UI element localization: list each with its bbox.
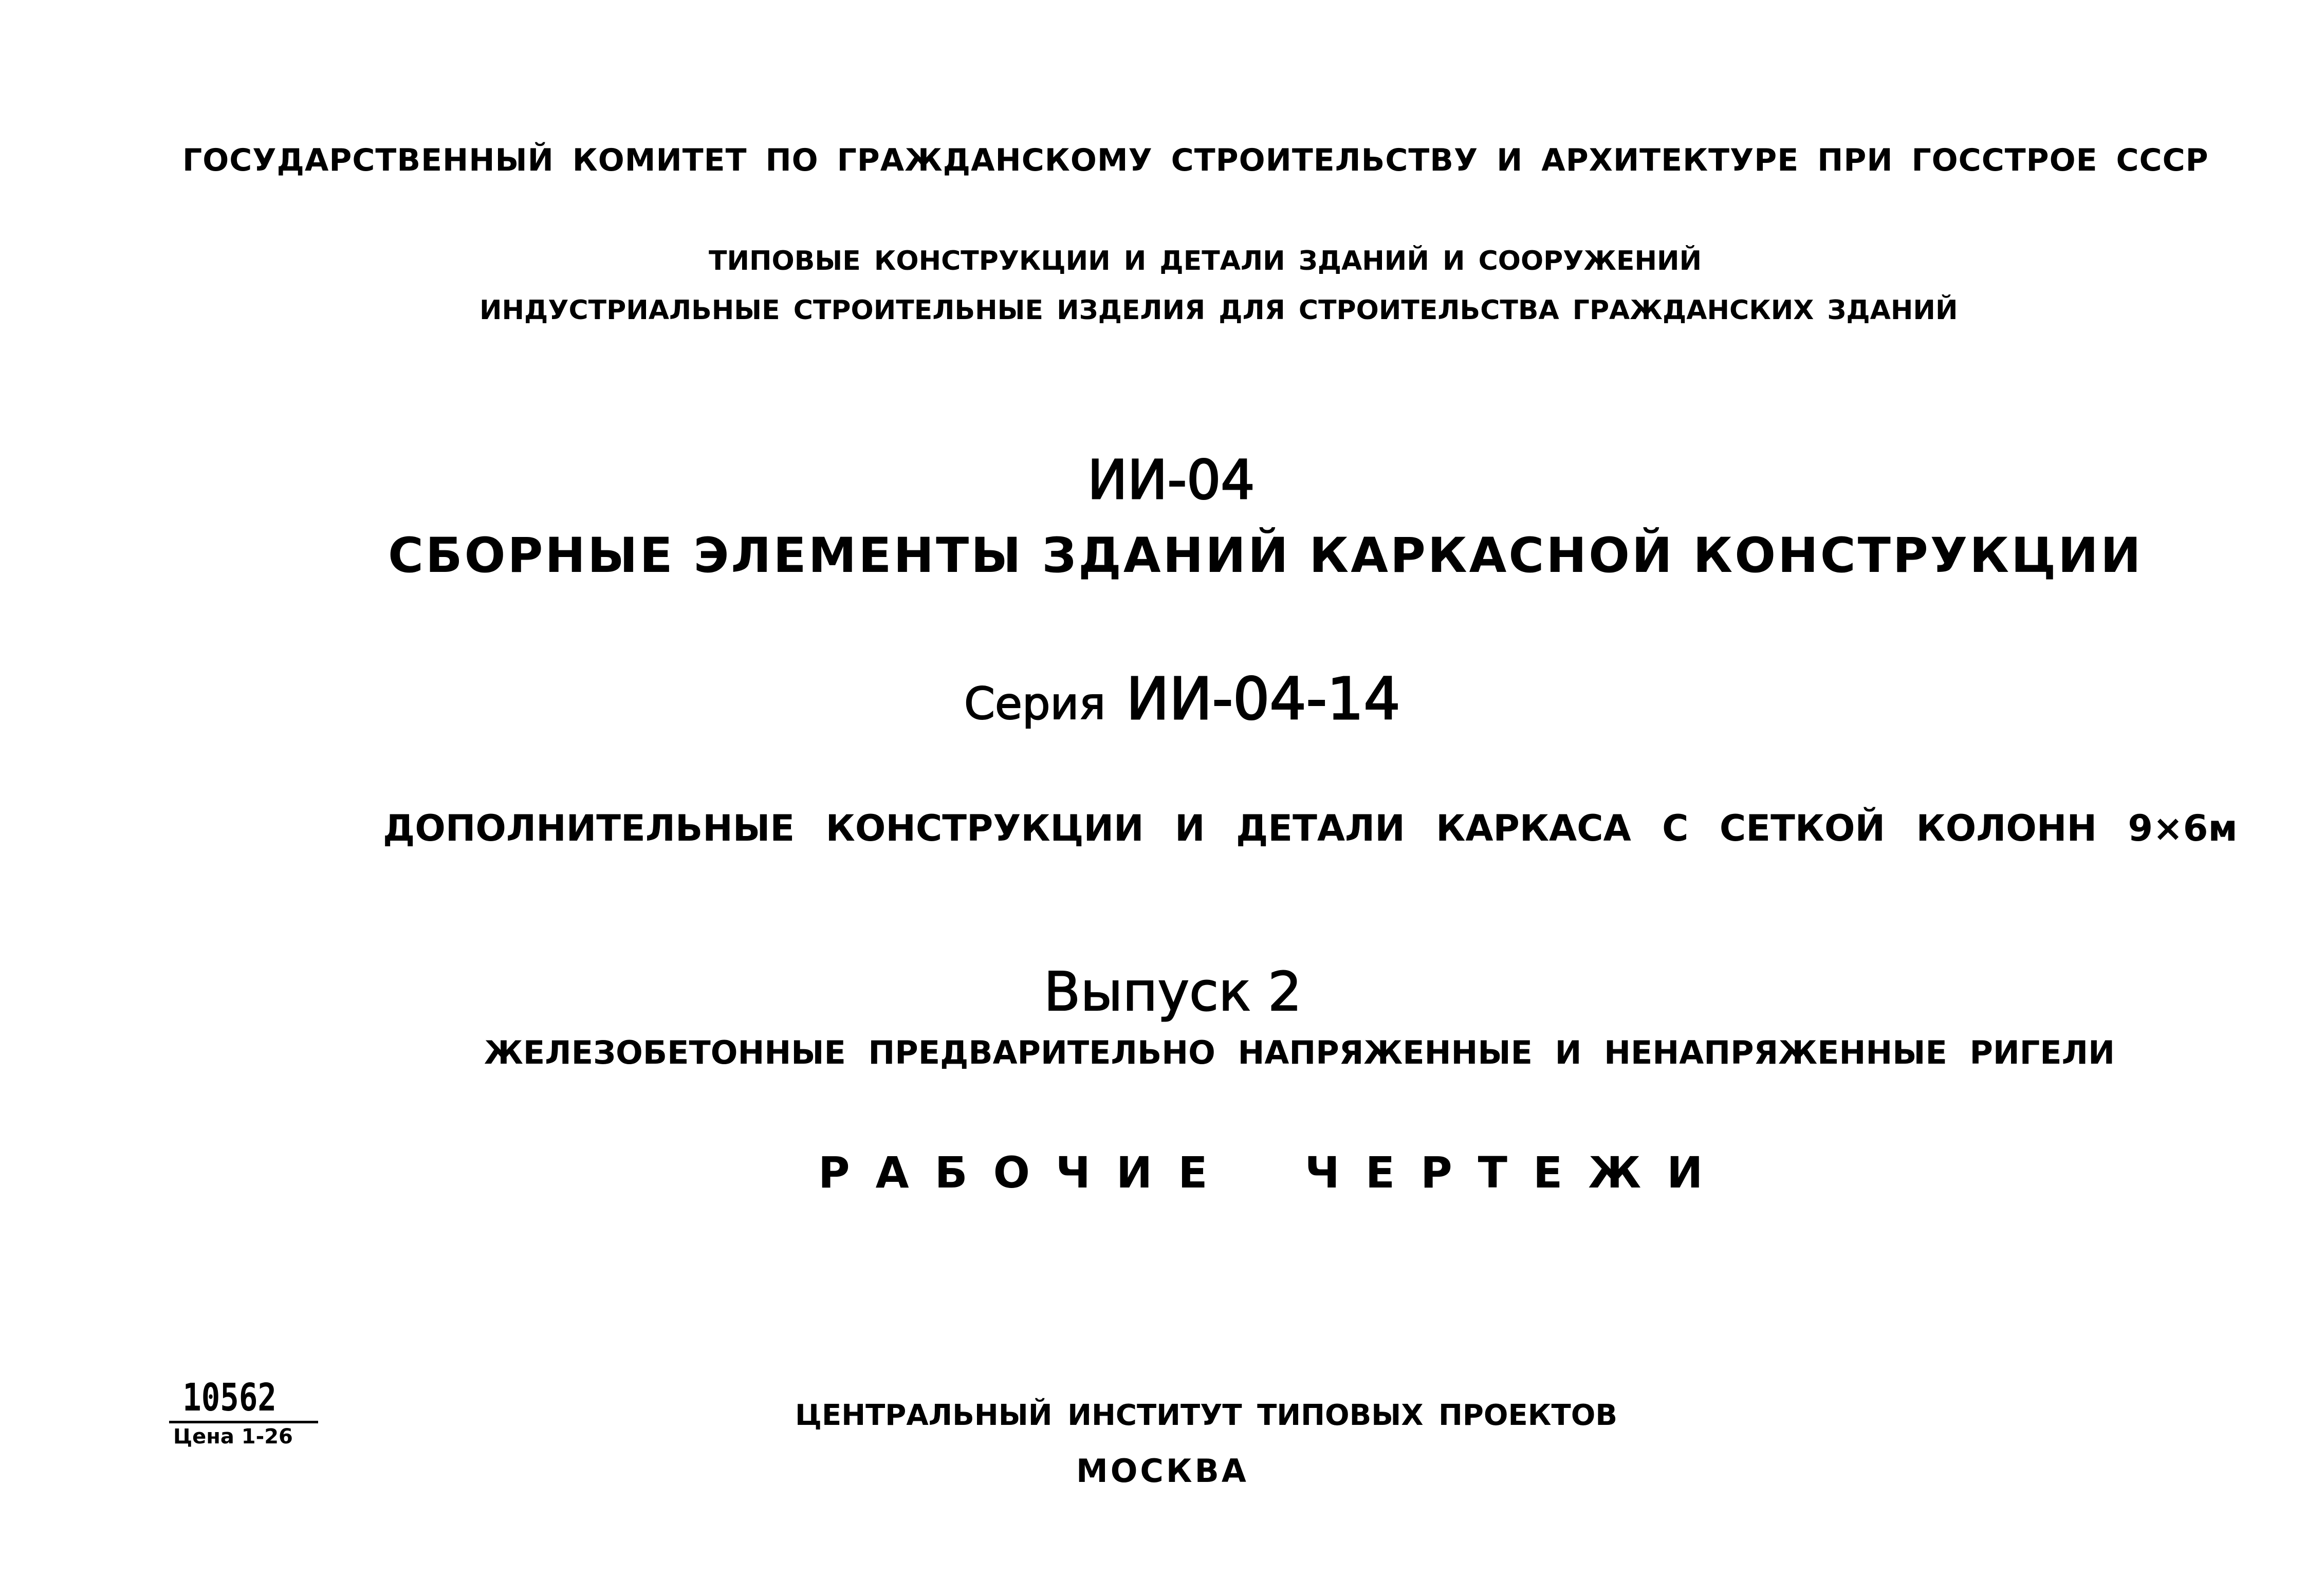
inventory-stamp: [169, 1376, 323, 1449]
document-code: ИИ-04: [1087, 449, 1255, 511]
main-title: СБОРНЫЕ ЭЛЕМЕНТЫ ЗДАНИЙ КАРКАСНОЙ КОНСТРУКЦИИ: [388, 528, 2143, 584]
additional-constructions-title: ДОПОЛНИТЕЛЬНЫЕ КОНСТРУКЦИИ И ДЕТАЛИ КАРКАСА С СЕТКОЙ КОЛОНН 9×6м: [383, 807, 2238, 849]
typical-constructions-line: ТИПОВЫЕ КОНСТРУКЦИИ И ДЕТАЛИ ЗДАНИЙ И СООРУЖЕНИЙ: [709, 246, 1702, 276]
price-label: Цена 1-26: [173, 1425, 293, 1449]
inventory-divider: [169, 1421, 318, 1423]
issue-description: ЖЕЛЕЗОБЕТОННЫЕ ПРЕДВАРИТЕЛЬНО НАПРЯЖЕННЫЕ И НЕНАПРЯЖЕННЫЕ РИГЕЛИ: [484, 1034, 2115, 1071]
series-label: Серия: [964, 678, 1106, 730]
series-number: ИИ-04-14: [1126, 666, 1400, 733]
city-name: МОСКВА: [1076, 1452, 1249, 1490]
institute-name: ЦЕНТРАЛЬНЫЙ ИНСТИТУТ ТИПОВЫХ ПРОЕКТОВ: [795, 1399, 1618, 1432]
series-line: [964, 666, 1437, 733]
committee-heading: ГОСУДАРСТВЕННЫЙ КОМИТЕТ ПО ГРАЖДАНСКОМУ СТРОИТЕЛЬСТВУ И АРХИТЕКТУРЕ ПРИ ГОССТРОЕ СССР: [182, 142, 2209, 178]
inventory-number: 10562: [182, 1376, 276, 1420]
industrial-products-line: ИНДУСТРИАЛЬНЫЕ СТРОИТЕЛЬНЫЕ ИЗДЕЛИЯ ДЛЯ СТРОИТЕЛЬСТВА ГРАЖДАНСКИХ ЗДАНИЙ: [479, 295, 1958, 326]
working-drawings-label: РАБОЧИЕ ЧЕРТЕЖИ: [818, 1147, 1729, 1198]
issue-number: Выпуск 2: [1044, 960, 1302, 1023]
